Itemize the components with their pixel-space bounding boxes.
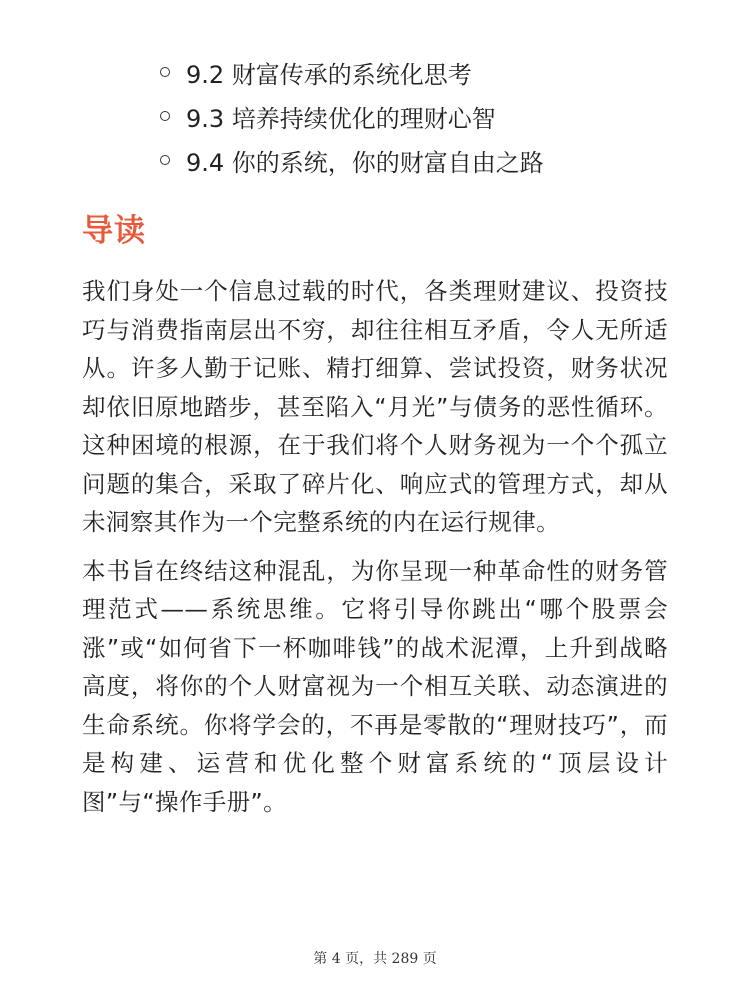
toc-item-label: 9.2 财富传承的系统化思考 [186,60,472,89]
toc-item-label: 9.4 你的系统，你的财富自由之路 [186,148,544,177]
section-heading: 导读 [82,213,146,249]
toc-item[interactable] [160,138,544,182]
circle-bullet-icon [160,67,170,77]
circle-bullet-icon [160,155,170,165]
paragraph: 我们身处一个信息过载的时代，各类理财建议、投资技巧与消费指南层出不穷，却往往相互矛盾，令人无所适从。许多人勤于记账、精打细算、尝试投资，财务状况却依旧原地踏步，甚至陷入“月光”与债务的恶性循环。这种困境的根源，在于我们将个人财务视为一个个孤立问题的集合，采取了碎片化、响应式的管理方式，却从未洞察其作为一个完整系统的内在运行规律。 [82,277,668,536]
toc-item[interactable] [160,50,544,94]
page-number: 第 4 页，共 289 页 [313,951,437,967]
toc-list [160,50,544,182]
toc-item[interactable] [160,94,544,138]
paragraph: 本书旨在终结这种混乱，为你呈现一种革命性的财务管理范式——系统思维。它将引导你跳出“哪个股票会涨”或“如何省下一杯咖啡钱”的战术泥潭，上升到战略高度，将你的个人财富视为一个相互关联、动态演进的生命系统。你将学会的，不再是零散的“理财技巧”，而是构建、运营和优化整个财富系统的“顶层设计图”与“操作手册”。 [82,556,668,816]
toc-item-label: 9.3 培养持续优化的理财心智 [186,104,496,133]
circle-bullet-icon [160,111,170,121]
body-text [82,272,668,831]
